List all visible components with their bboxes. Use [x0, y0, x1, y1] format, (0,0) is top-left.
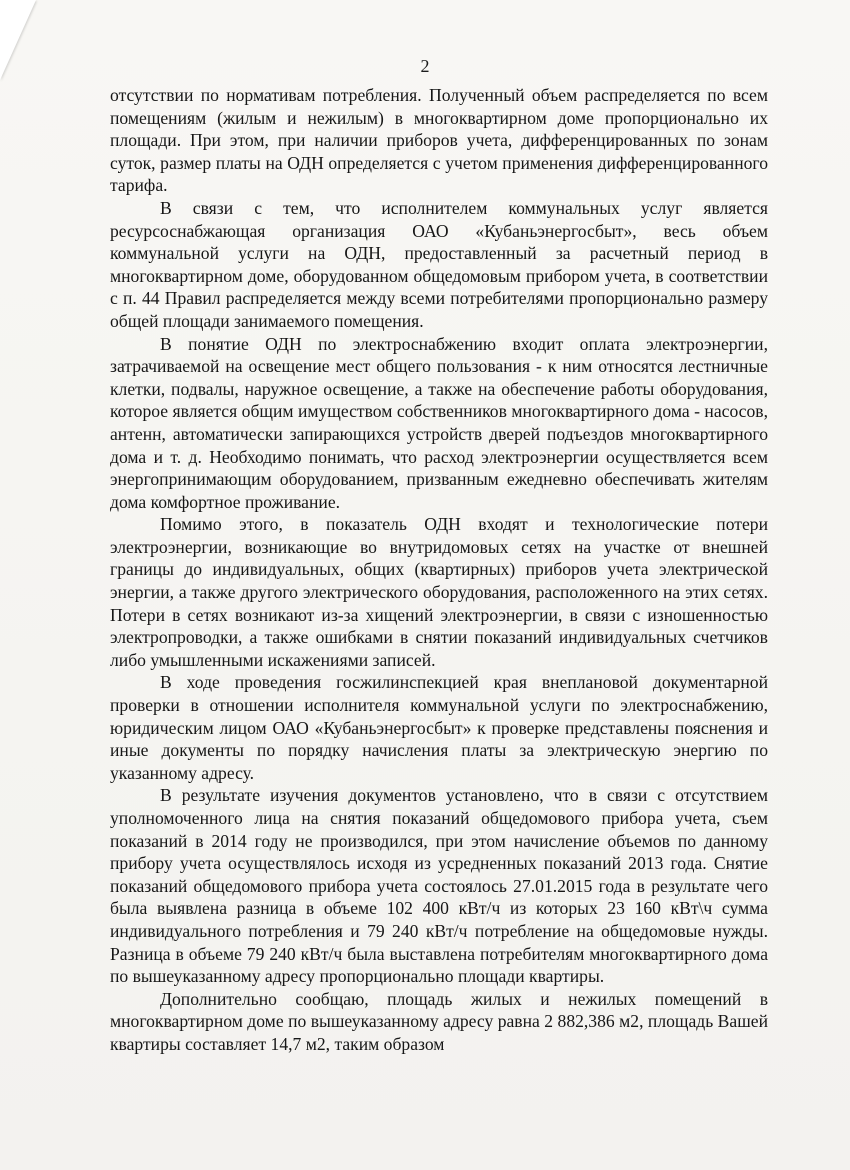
paragraph-odn-definition: В понятие ОДН по электроснабжению входит оплата электроэнергии, затрачиваемой на освещение мест общего пользования - к ним относятся лестничные клетки, подвалы, наружное освещение, а также на обеспечение работы оборудования, которое является общим имуществом собственников многоквартирного дома - насосов, антенн, автоматически запирающихся устройств дверей подъездов многоквартирного дома и т. д. Необходимо понимать, что расход электроэнергии осуществляется всем энергопринимающим оборудованием, призванным ежедневно обеспечивать жителям дома комфортное проживание.	[110, 333, 768, 512]
page-number: 2	[420, 56, 430, 76]
paragraph-findings: В результате изучения документов установлено, что в связи с отсутствием уполномоченного лица на снятия показаний общедомового прибора учета, съем показаний в 2014 году не производился, при этом начисление объемов по данному прибору учета осуществлялось исходя из усредненных показаний 2013 года. Снятие показаний общедомового прибора учета состоялось 27.01.2015 года в результате чего была выявлена разница в объеме 102 400 кВт/ч из которых 23 160 кВт\ч сумма индивидуального потребления и 79 240 кВт/ч потребление на общедомовые нужды. Разница в объеме 79 240 кВт/ч была выставлена потребителям многоквартирного дома по вышеуказанному адресу пропорционально площади квартиры.	[110, 785, 768, 987]
paragraph-area-info: Дополнительно сообщаю, площадь жилых и нежилых помещений в многоквартирном доме по вышеуказанному адресу равна 2 882,386 м2, площадь Вашей квартиры составляет 14,7 м2, таким образом	[110, 988, 768, 1054]
letter-body	[110, 84, 768, 1056]
paragraph-inspection: В ходе проведения госжилинспекцией края внеплановой документарной проверки в отношении исполнителя коммунальной услуги по электроснабжению, юридическим лицом ОАО «Кубаньэнергосбыт» к проверке представлены пояснения и иные документы по порядку начисления платы за электрическую энергию по указанному адресу.	[110, 672, 768, 783]
paragraph-continuation: отсутствии по нормативам потребления. Полученный объем распределяется по всем помещениям (жилым и нежилым) в многоквартирном доме пропорционально их площади. При этом, при наличии приборов учета, дифференцированных по зонам суток, размер платы на ОДН определяется с учетом применения дифференцированного тарифа.	[110, 85, 768, 196]
paragraph-utility-provider: В связи с тем, что исполнителем коммунальных услуг является ресурсоснабжающая организация ОАО «Кубаньэнергосбыт», весь объем коммунальной услуги на ОДН, предоставленный за расчетный период в многоквартирном доме, оборудованном общедомовым прибором учета, в соответствии с п. 44 Правил распределяется между всеми потребителями пропорционально размеру общей площади занимаемого помещения.	[110, 197, 768, 331]
paragraph-technical-losses: Помимо этого, в показатель ОДН входят и технологические потери электроэнергии, возникающие во внутридомовых сетях на участке от внешней границы до индивидуальных, общих (квартирных) приборов учета электрической энергии, а также другого электрического оборудования, расположенного на этих сетях. Потери в сетях возникают из-за хищений электроэнергии, в связи с изношенностью электропроводки, а также ошибками в снятии показаний индивидуальных счетчиков либо умышленными искажениями записей.	[110, 514, 768, 670]
